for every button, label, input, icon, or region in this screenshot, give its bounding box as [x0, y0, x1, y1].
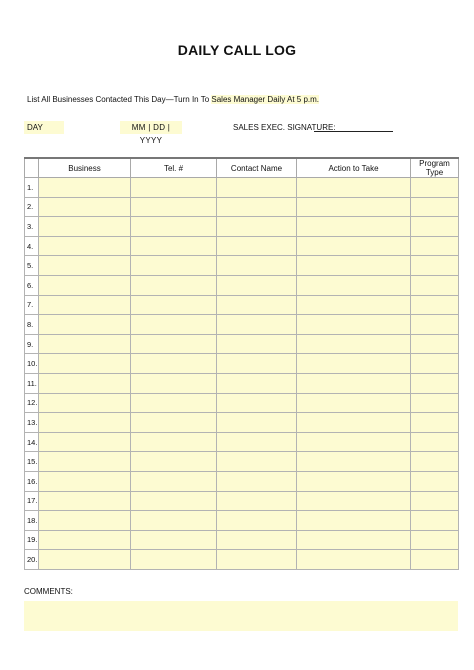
table-row [25, 432, 459, 452]
program-type-cell[interactable] [411, 471, 459, 491]
row-number: 7. [25, 295, 39, 315]
program-type-cell[interactable] [411, 373, 459, 393]
action-cell[interactable] [297, 197, 411, 217]
tel-cell[interactable] [131, 354, 217, 374]
instructions-text [27, 95, 319, 104]
table-row [25, 550, 459, 570]
contact-name-cell[interactable] [217, 256, 297, 276]
tel-cell[interactable] [131, 256, 217, 276]
table-row [25, 197, 459, 217]
action-cell[interactable] [297, 432, 411, 452]
tel-cell[interactable] [131, 530, 217, 550]
program-type-cell[interactable] [411, 432, 459, 452]
business-cell[interactable] [39, 256, 131, 276]
contact-name-cell[interactable] [217, 452, 297, 472]
business-cell[interactable] [39, 236, 131, 256]
contact-name-cell[interactable] [217, 315, 297, 335]
business-cell[interactable] [39, 315, 131, 335]
tel-cell[interactable] [131, 295, 217, 315]
contact-name-cell[interactable] [217, 354, 297, 374]
header-action: Action to Take [297, 158, 411, 178]
action-cell[interactable] [297, 295, 411, 315]
row-number: 14. [25, 432, 39, 452]
table-row [25, 373, 459, 393]
program-type-cell[interactable] [411, 256, 459, 276]
row-number: 19. [25, 530, 39, 550]
tel-cell[interactable] [131, 236, 217, 256]
contact-name-cell[interactable] [217, 550, 297, 570]
business-cell[interactable] [39, 550, 131, 570]
table-row [25, 275, 459, 295]
business-cell[interactable] [39, 373, 131, 393]
contact-name-cell[interactable] [217, 511, 297, 531]
comments-field[interactable] [24, 601, 458, 631]
business-cell[interactable] [39, 275, 131, 295]
row-number: 5. [25, 256, 39, 276]
business-cell[interactable] [39, 393, 131, 413]
action-cell[interactable] [297, 452, 411, 472]
action-cell[interactable] [297, 491, 411, 511]
header-tel: Tel. # [131, 158, 217, 178]
tel-cell[interactable] [131, 178, 217, 198]
business-cell[interactable] [39, 295, 131, 315]
program-type-cell[interactable] [411, 217, 459, 237]
program-type-cell[interactable] [411, 315, 459, 335]
row-number: 8. [25, 315, 39, 335]
business-cell[interactable] [39, 197, 131, 217]
contact-name-cell[interactable] [217, 432, 297, 452]
table-row [25, 256, 459, 276]
table-row [25, 295, 459, 315]
contact-name-cell[interactable] [217, 373, 297, 393]
business-cell[interactable] [39, 354, 131, 374]
contact-name-cell[interactable] [217, 236, 297, 256]
call-log-table [24, 157, 459, 570]
header-number [25, 158, 39, 178]
tel-cell[interactable] [131, 471, 217, 491]
row-number: 16. [25, 471, 39, 491]
business-cell[interactable] [39, 217, 131, 237]
business-cell[interactable] [39, 432, 131, 452]
table-body [25, 178, 459, 570]
date-field[interactable]: MM | DD | YYYY [120, 121, 182, 134]
row-number: 11. [25, 373, 39, 393]
table-row [25, 334, 459, 354]
row-number: 13. [25, 413, 39, 433]
tel-cell[interactable] [131, 491, 217, 511]
tel-cell[interactable] [131, 197, 217, 217]
tel-cell[interactable] [131, 452, 217, 472]
program-type-cell[interactable] [411, 413, 459, 433]
tel-cell[interactable] [131, 432, 217, 452]
program-type-cell[interactable] [411, 452, 459, 472]
action-cell[interactable] [297, 354, 411, 374]
row-number: 1. [25, 178, 39, 198]
tel-cell[interactable] [131, 511, 217, 531]
contact-name-cell[interactable] [217, 413, 297, 433]
action-cell[interactable] [297, 217, 411, 237]
table-row [25, 178, 459, 198]
contact-name-cell[interactable] [217, 197, 297, 217]
action-cell[interactable] [297, 373, 411, 393]
signature-line[interactable] [314, 131, 393, 132]
program-type-cell[interactable] [411, 197, 459, 217]
program-type-cell[interactable] [411, 334, 459, 354]
business-cell[interactable] [39, 334, 131, 354]
table-row [25, 413, 459, 433]
action-cell[interactable] [297, 393, 411, 413]
tel-cell[interactable] [131, 315, 217, 335]
contact-name-cell[interactable] [217, 275, 297, 295]
contact-name-cell[interactable] [217, 334, 297, 354]
program-type-cell[interactable] [411, 530, 459, 550]
business-cell[interactable] [39, 471, 131, 491]
contact-name-cell[interactable] [217, 295, 297, 315]
comments-label: COMMENTS: [24, 587, 73, 596]
contact-name-cell[interactable] [217, 178, 297, 198]
row-number: 6. [25, 275, 39, 295]
tel-cell[interactable] [131, 217, 217, 237]
table-header-row [25, 158, 459, 178]
row-number: 15. [25, 452, 39, 472]
instructions-prefix: List All Businesses Contacted This Day—Turn In To [27, 95, 212, 104]
tel-cell[interactable] [131, 550, 217, 570]
business-cell[interactable] [39, 491, 131, 511]
table-row [25, 511, 459, 531]
signature-label: SALES EXEC. SIGNATURE: [233, 123, 336, 132]
tel-cell[interactable] [131, 413, 217, 433]
action-cell[interactable] [297, 256, 411, 276]
row-number: 17. [25, 491, 39, 511]
row-number: 12. [25, 393, 39, 413]
table-row [25, 236, 459, 256]
table-row [25, 530, 459, 550]
header-contact-name: Contact Name [217, 158, 297, 178]
table-row [25, 471, 459, 491]
instructions-highlight: Sales Manager Daily At 5 p.m. [211, 95, 319, 104]
contact-name-cell[interactable] [217, 530, 297, 550]
program-type-cell[interactable] [411, 550, 459, 570]
program-type-cell[interactable] [411, 178, 459, 198]
program-type-cell[interactable] [411, 491, 459, 511]
header-program-type: Program Type [411, 158, 459, 178]
table-row [25, 354, 459, 374]
business-cell[interactable] [39, 178, 131, 198]
program-type-cell[interactable] [411, 295, 459, 315]
action-cell[interactable] [297, 275, 411, 295]
row-number: 18. [25, 511, 39, 531]
contact-name-cell[interactable] [217, 217, 297, 237]
table-row [25, 452, 459, 472]
action-cell[interactable] [297, 236, 411, 256]
program-type-cell[interactable] [411, 275, 459, 295]
row-number: 2. [25, 197, 39, 217]
contact-name-cell[interactable] [217, 471, 297, 491]
row-number: 4. [25, 236, 39, 256]
action-cell[interactable] [297, 471, 411, 491]
table-row [25, 217, 459, 237]
header-business: Business [39, 158, 131, 178]
action-cell[interactable] [297, 315, 411, 335]
program-type-cell[interactable] [411, 511, 459, 531]
action-cell[interactable] [297, 511, 411, 531]
row-number: 9. [25, 334, 39, 354]
contact-name-cell[interactable] [217, 491, 297, 511]
action-cell[interactable] [297, 550, 411, 570]
row-number: 10. [25, 354, 39, 374]
table-row [25, 393, 459, 413]
table-row [25, 315, 459, 335]
action-cell[interactable] [297, 178, 411, 198]
program-type-cell[interactable] [411, 236, 459, 256]
row-number: 20. [25, 550, 39, 570]
action-cell[interactable] [297, 530, 411, 550]
page-title: DAILY CALL LOG [177, 42, 297, 58]
day-field[interactable]: DAY [24, 121, 64, 134]
contact-name-cell[interactable] [217, 393, 297, 413]
tel-cell[interactable] [131, 373, 217, 393]
business-cell[interactable] [39, 413, 131, 433]
tel-cell[interactable] [131, 275, 217, 295]
business-cell[interactable] [39, 530, 131, 550]
tel-cell[interactable] [131, 393, 217, 413]
business-cell[interactable] [39, 452, 131, 472]
table-row [25, 491, 459, 511]
business-cell[interactable] [39, 511, 131, 531]
tel-cell[interactable] [131, 334, 217, 354]
program-type-cell[interactable] [411, 354, 459, 374]
action-cell[interactable] [297, 334, 411, 354]
row-number: 3. [25, 217, 39, 237]
action-cell[interactable] [297, 413, 411, 433]
program-type-cell[interactable] [411, 393, 459, 413]
